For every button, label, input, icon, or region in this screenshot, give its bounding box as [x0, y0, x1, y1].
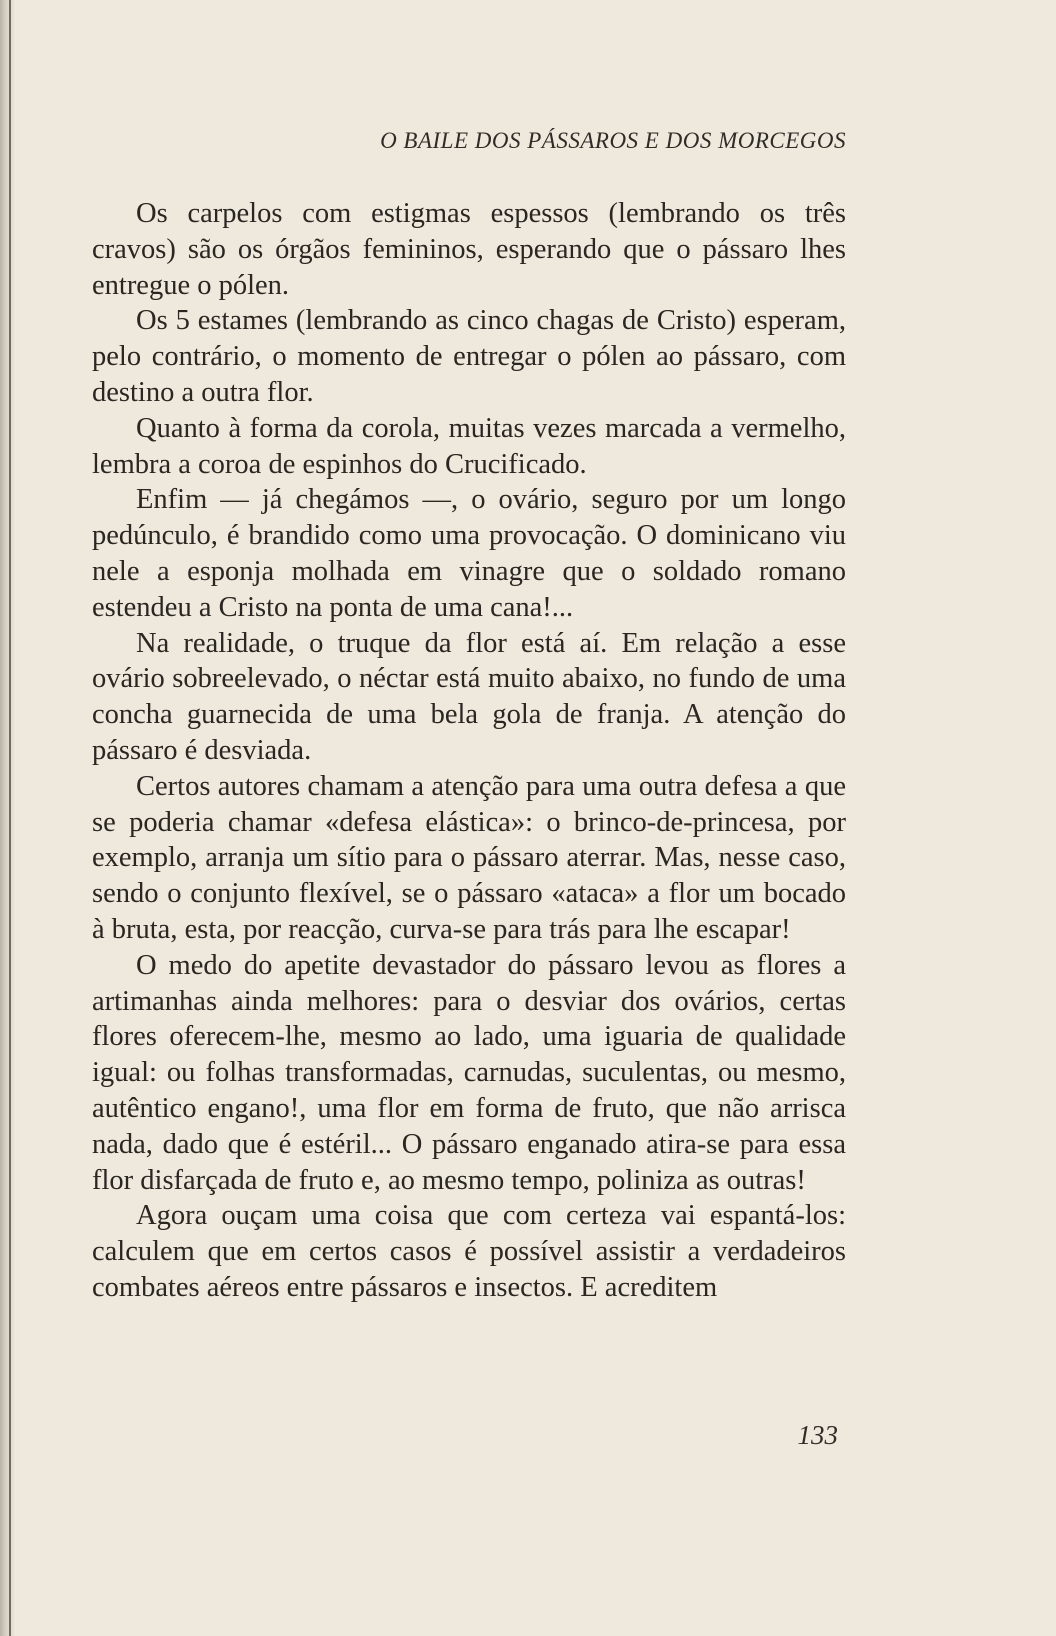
paragraph: Quanto à forma da corola, muitas vezes marcada a vermelho, lembra a coroa de espinhos do Crucificado.: [92, 412, 846, 480]
paragraph: Certos autores chamam a atenção para uma outra defesa a que se poderia chamar «defesa elástica»: o brinco-de-princesa, por exemplo, arranja um sítio para o pássaro aterrar. Mas, nesse caso, sendo o conjunto flexível, se o pássaro «ataca» a flor um bocado à bruta, esta, por reacção, curva-se para trás para lhe escapar!: [92, 770, 846, 945]
page-edge-line: [9, 0, 11, 1636]
paragraph: Os 5 estames (lembrando as cinco chagas de Cristo) esperam, pelo contrário, o momento de entregar o pólen ao pássaro, com destino a outra flor.: [92, 305, 846, 408]
page-number: 133: [797, 1420, 838, 1450]
body-text: [92, 196, 846, 1306]
paragraph: Agora ouçam uma coisa que com certeza vai espantá-los: calculem que em certos casos é possível assistir a verdadeiros combates aéreos entre pássaros e insectos. E acreditem: [92, 1200, 846, 1303]
book-spine-shadow: [0, 0, 14, 1636]
running-head: O BAILE DOS PÁSSAROS E DOS MORCEGOS: [380, 128, 846, 153]
paragraph: O medo do apetite devastador do pássaro levou as flores a artimanhas ainda melhores: para o desviar dos ovários, certas flores oferecem-lhe, mesmo ao lado, uma iguaria de qualidade igual: ou folhas transformadas, carnudas, suculentas, ou mesmo, autêntico engano!, uma flor em forma de fruto, que não arrisca nada, dado que é estéril... O pássaro enganado atira-se para essa flor disfarçada de fruto e, ao mesmo tempo, poliniza as outras!: [92, 949, 846, 1196]
paragraph: Enfim — já chegámos —, o ovário, seguro por um longo pedúnculo, é brandido como uma provocação. O dominicano viu nele a esponja molhada em vinagre que o soldado romano estendeu a Cristo na ponta de uma cana!...: [92, 484, 846, 623]
paragraph: Na realidade, o truque da flor está aí. Em relação a esse ovário sobreelevado, o néctar está muito abaixo, no fundo de uma concha guarnecida de uma bela gola de franja. A atenção do pássaro é desviada.: [92, 627, 846, 766]
paragraph: Os carpelos com estigmas espessos (lembrando os três cravos) são os órgãos femininos, esperando que o pássaro lhes entregue o pólen.: [92, 198, 846, 301]
